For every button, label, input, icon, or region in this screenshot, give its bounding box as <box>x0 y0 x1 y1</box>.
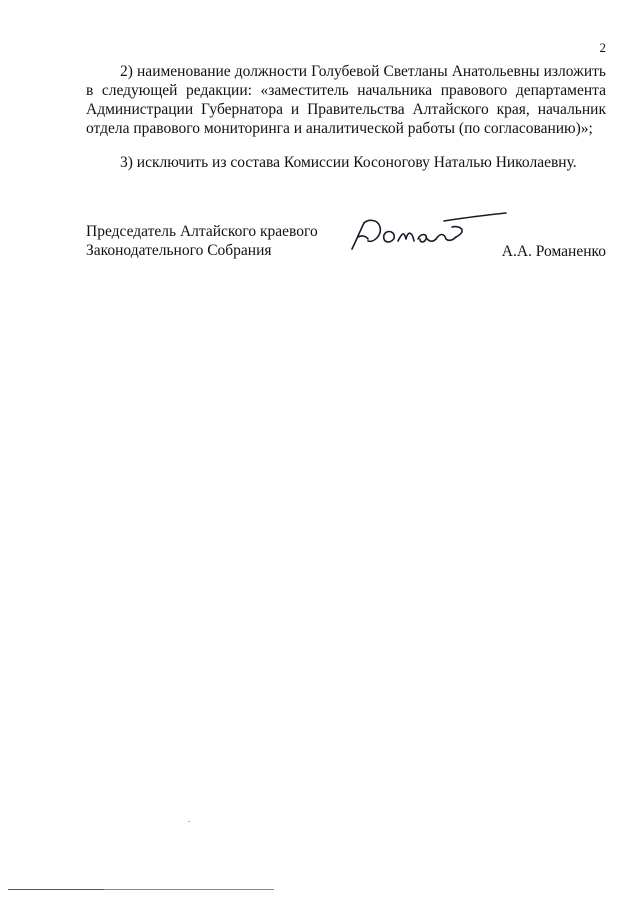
signer-name: А.А. Романенко <box>501 243 606 260</box>
paragraph-item-2: 2) наименование должности Голубевой Светланы Анатольевны изложить в следующей редакции: «заместитель начальника правового департамента Администрации Губернатора и Правительства Алтайского края, начальник отдела правового мониторинга и аналитической работы (по согласованию)»; <box>86 63 606 137</box>
handwritten-signature <box>348 205 508 257</box>
footer-rule <box>104 889 274 890</box>
signer-position-line-2: Законодательного Собрания <box>86 242 272 259</box>
signer-position-line-1: Председатель Алтайского краевого <box>86 223 318 240</box>
page-number: 2 <box>599 40 606 55</box>
footer-rule <box>8 889 104 890</box>
scan-speck <box>188 821 190 822</box>
signer-position <box>86 222 346 260</box>
paragraph-item-3: 3) исключить из состава Комиссии Косоногову Наталью Николаевну. <box>120 154 577 171</box>
